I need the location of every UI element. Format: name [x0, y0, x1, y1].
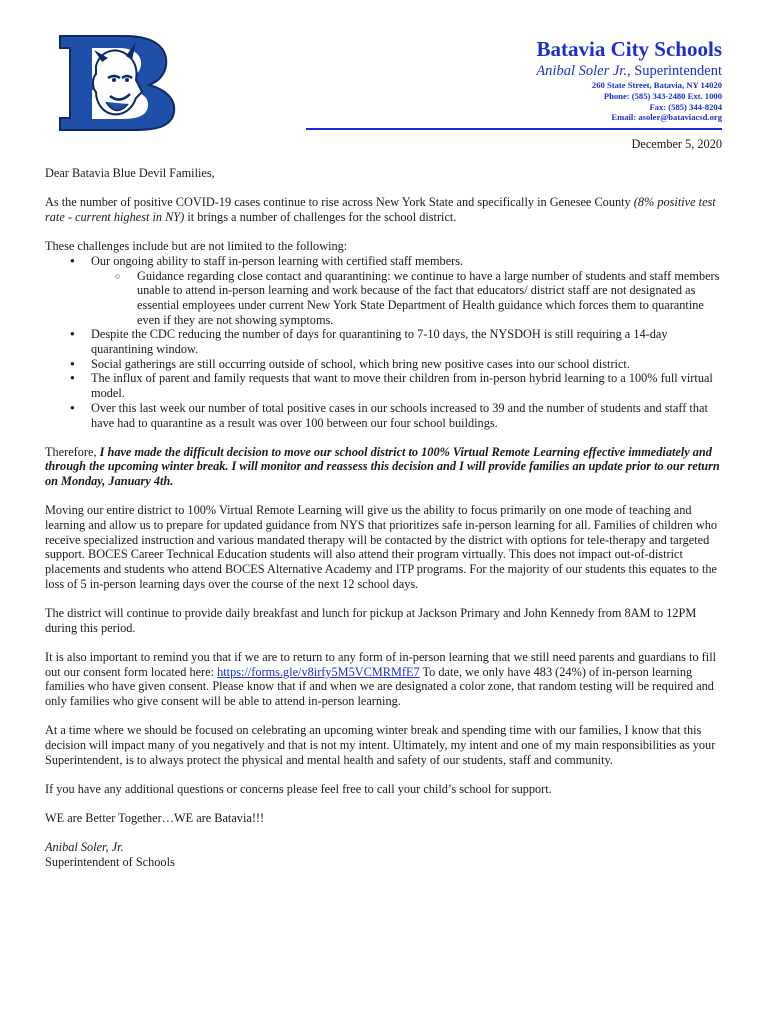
- phone: Phone: (585) 343-2480 Ext. 1000: [603, 90, 722, 101]
- virtual-learning-paragraph: Moving our entire district to 100% Virtual Remote Learning will give us the ability to focus primarily on one mode of teaching and learning and allow us to prepare for updated guidance from NYS that prioritizes safe in-person learning for all. Families of children who receive specialized instruction and various mandated therapy will be contacted by the district with options for tele-therapy and targeted support. BOCES Career Technical Education students will also attend their program virtually. This does not impact out-of-district placements and students who attend BOCES Alternative Academy and ITP programs. For the majority of our students this equates to the loss of 5 in-person learning days over the course of the next 12 school days.: [45, 503, 718, 591]
- superintendent-line: [536, 62, 722, 80]
- email: Email: asoler@bataviacsd.org: [611, 112, 722, 123]
- list-item: ● Social gatherings are still occurring outside of school, which bring new positive cases into our school district.: [45, 357, 725, 372]
- intro-paragraph: As the number of positive COVID-19 cases continue to rise across New York State and specifically in Genesee County (8% positive test rate - current highest in NY) it brings a number of challenges for the school district.: [45, 195, 716, 224]
- signature-title: Superintendent of Schools: [45, 855, 175, 870]
- superintendent-title: , Superintendent: [626, 63, 722, 79]
- letterhead: [536, 36, 722, 123]
- address: 260 State Street, Batavia, NY 14020: [591, 80, 722, 90]
- questions-paragraph: If you have any additional questions or concerns please feel free to call your child’s school for support.: [45, 781, 552, 796]
- list-item: ● Our ongoing ability to staff in-person learning with certified staff members. ○ Guidance regarding close contact and quarantining: we continue to have a large number of students and staff members unable to attend in-person learning and work because of the fact that educators/ district staff are not designated as essential employees under current New York State Department of Health guidance which forces them to quarantine even if they are not showing symptoms.: [45, 254, 725, 328]
- list-item: ● Over this last week our number of total positive cases in our schools increased to 39 and the number of students and staff that have had to quarantine as a result was over 100 between our four school buildings.: [45, 401, 725, 430]
- list-item: ● The influx of parent and family requests that want to move their children from in-person hybrid learning to a 100% full virtual model.: [45, 371, 725, 400]
- meals-paragraph: The district will continue to provide daily breakfast and lunch for pickup at Jackson Primary and John Kennedy from 8AM to 12PM during this period.: [45, 606, 697, 635]
- list-item: ● Despite the CDC reducing the number of days for quarantining to 7-10 days, the NYSDOH is still requiring a 14-day quarantining window.: [45, 327, 725, 356]
- list-item: ○ Guidance regarding close contact and quarantining: we continue to have a large number of students and staff members unable to attend in-person learning and work because of the fact that educators/ district staff are not designated as essential employees under current New York State Department of Health guidance which forces them to quarantine even if they are not showing symptoms.: [91, 269, 725, 328]
- consent-form-link[interactable]: https://forms.gle/v8irfy5M5VCMRMfE7: [217, 664, 420, 679]
- challenges-list: [45, 254, 725, 430]
- signature-name: Anibal Soler, Jr.: [45, 840, 124, 855]
- decision-paragraph: Therefore, I have made the difficult decision to move our school district to 100% Virtual Remote Learning effective immediately and through the upcoming winter break. I will monitor and reassess this decision and I will provide families an update prior to our return on Monday, January 4th.: [45, 444, 720, 489]
- superintendent-name: Anibal Soler Jr.: [536, 63, 627, 79]
- fax: Fax: (585) 344-8204: [649, 101, 722, 112]
- winter-break-paragraph: At a time where we should be focused on celebrating an upcoming winter break and spending time with our families, I know that this decision will impact many of you negatively and that is not my intent. Ultimately, my intent and one of my main responsibilities as your Superintendent, is to always protect the physical and mental health and safety of our students, staff and community.: [45, 723, 716, 767]
- letter-date: December 5, 2020: [631, 137, 722, 151]
- salutation: Dear Batavia Blue Devil Families,: [45, 166, 215, 180]
- closing-line: WE are Better Together…WE are Batavia!!!: [45, 811, 265, 826]
- header-divider: [306, 128, 722, 130]
- challenges-intro: These challenges include but are not limited to the following:: [45, 239, 348, 254]
- sub-list: [91, 269, 725, 328]
- school-logo: [56, 32, 180, 132]
- consent-paragraph: It is also important to remind you that if we are to return to any form of in-person learning that we still need parents and guardians to fill out our consent form located here: https://forms.gle/v8irfy5M5VCMRMfE7 To date, we only have 483 (24%) of in-person learning families who have given consent. Please know that if and when we are designated a color zone, that random testing will be required and only families who give consent will be able to attend in-person learning.: [45, 649, 717, 709]
- letter-body: [45, 166, 725, 870]
- school-name: Batavia City Schools: [536, 37, 722, 61]
